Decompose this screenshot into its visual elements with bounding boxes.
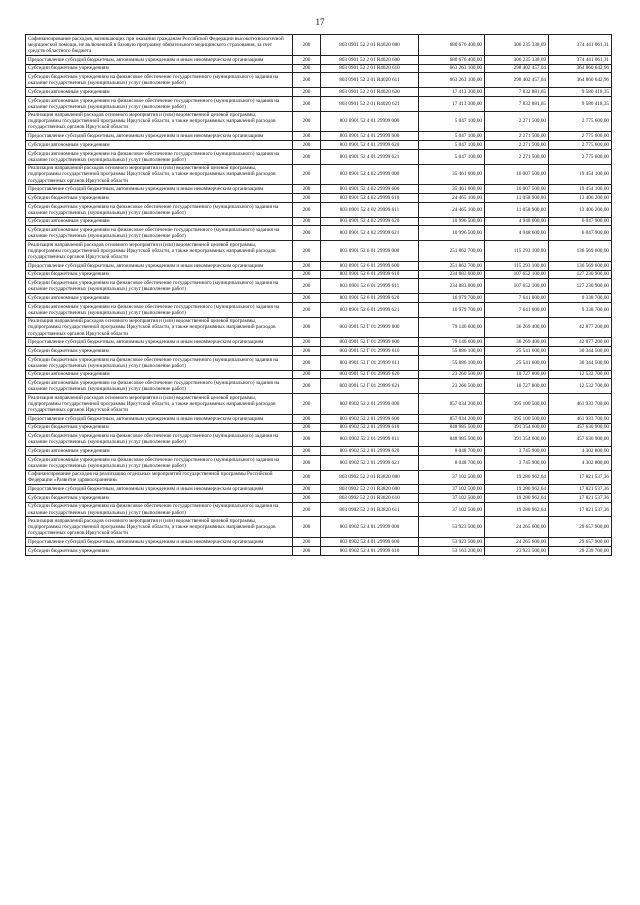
table-row — [26, 96, 612, 111]
row-kvr-code: 200 — [293, 447, 321, 456]
row-description: Софинансирование расходов на реализацию отдельных мероприятий государственной программы Российской Федерации «Развитие здравоохранения» — [26, 470, 293, 485]
row-kvr-code: 200 — [293, 502, 321, 517]
row-executed-amount: 298 402 457,04 — [485, 64, 549, 73]
row-kvr-code: 200 — [293, 423, 321, 432]
table-row — [26, 414, 612, 423]
row-remaining-amount: 4 302 800,00 — [549, 447, 612, 456]
row-budget-code: 803 0901 52 4 02 29999 000 — [321, 164, 419, 185]
row-executed-amount: 395 100 500,00 — [485, 394, 549, 415]
table-row — [26, 302, 612, 317]
row-executed-amount: 395 100 500,00 — [485, 414, 549, 423]
row-description: Софинансирование расходов, возникающих при оказании гражданам Российской Федерации высокотехнологичной медицинской помощи, не включенной в базовую программу обязательного медицинского страхования, за счет средств областного бюджета — [26, 35, 293, 56]
table-row — [26, 432, 612, 447]
row-kvr-code: 200 — [293, 226, 321, 241]
table-row — [26, 279, 612, 294]
row-remaining-amount: 42 877 200,00 — [549, 338, 612, 347]
table-row — [26, 73, 612, 88]
row-budget-code: 803 0901 52 4 01 29999 600 — [321, 132, 419, 141]
table-row — [26, 111, 612, 132]
budget-table-body — [26, 35, 612, 556]
row-kvr-code: 200 — [293, 547, 321, 556]
row-description: Реализация направлений расходов основного мероприятия и (или) ведомственной целевой программы, подпрограммы государственной программы Иркутской области, а также непрограммных направлений расходов государственных органов Иркутской области — [26, 394, 293, 415]
row-remaining-amount: 2 775 600,00 — [549, 132, 612, 141]
row-description: Субсидии бюджетным учреждениям — [26, 347, 293, 356]
row-plan-amount: 35 461 000,00 — [419, 164, 485, 185]
row-description: Субсидии бюджетным учреждениям на финансовое обеспечение государственного (муниципального) задания на оказание государственных (муниципальных) услуг (выполнение работ) — [26, 73, 293, 88]
row-budget-code: 803 0902 52 2 01 29999 000 — [321, 394, 419, 415]
row-budget-code: 803 0901 52 4 02 29999 611 — [321, 202, 419, 217]
row-description: Субсидии автономным учреждениям — [26, 88, 293, 97]
row-remaining-amount: 29 657 900,00 — [549, 517, 612, 538]
row-executed-amount: 16 007 500,00 — [485, 185, 549, 194]
row-plan-amount: 37 102 500,00 — [419, 485, 485, 494]
row-executed-amount: 7 832 881,65 — [485, 96, 549, 111]
row-plan-amount: 17 413 300,00 — [419, 96, 485, 111]
row-description: Предоставление субсидий бюджетным, автономным учреждениям и иным некоммерческим организациям — [26, 261, 293, 270]
row-remaining-amount: 9 338 700,00 — [549, 294, 612, 303]
row-plan-amount: 23 260 500,00 — [419, 370, 485, 379]
row-plan-amount: 234 883 000,00 — [419, 279, 485, 294]
row-description: Предоставление субсидий бюджетным, автономным учреждениям и иным некоммерческим организациям — [26, 338, 293, 347]
row-remaining-amount: 9 580 418,35 — [549, 88, 612, 97]
table-row — [26, 149, 612, 164]
row-plan-amount: 857 034 200,00 — [419, 414, 485, 423]
table-row — [26, 261, 612, 270]
row-executed-amount: 25 541 600,00 — [485, 355, 549, 370]
row-executed-amount: 2 271 500,00 — [485, 132, 549, 141]
row-budget-code: 803 0902 52 2 01 29999 610 — [321, 423, 419, 432]
table-row — [26, 485, 612, 494]
row-description: Предоставление субсидий бюджетным, автономным учреждениям и иным некоммерческим организациям — [26, 132, 293, 141]
row-budget-code: 803 0902 52 2 01 R3820 611 — [321, 502, 419, 517]
table-row — [26, 194, 612, 203]
row-plan-amount: 251 862 700,00 — [419, 241, 485, 262]
table-row — [26, 455, 612, 470]
row-description: Субсидии бюджетным учреждениям на финансовое обеспечение государственного (муниципального) задания на оказание государственных (муниципальных) услуг (выполнение работ) — [26, 355, 293, 370]
row-kvr-code: 200 — [293, 149, 321, 164]
row-remaining-amount: 364 860 642,96 — [549, 64, 612, 73]
row-plan-amount: 5 047 100,00 — [419, 141, 485, 150]
table-row — [26, 355, 612, 370]
row-remaining-amount: 127 230 900,00 — [549, 279, 612, 294]
row-plan-amount: 16 979 700,00 — [419, 302, 485, 317]
row-executed-amount: 298 402 457,04 — [485, 73, 549, 88]
row-remaining-amount: 30 344 500,00 — [549, 347, 612, 356]
row-kvr-code: 200 — [293, 111, 321, 132]
row-kvr-code: 200 — [293, 164, 321, 185]
row-executed-amount: 2 271 500,00 — [485, 149, 549, 164]
row-executed-amount: 36 269 400,00 — [485, 317, 549, 338]
row-remaining-amount: 2 775 600,00 — [549, 111, 612, 132]
row-description: Субсидии бюджетным учреждениям на финансовое обеспечение государственного (муниципального) задания на оказание государственных (муниципальных) услуг (выполнение работ) — [26, 279, 293, 294]
row-kvr-code: 200 — [293, 370, 321, 379]
row-description: Предоставление субсидий бюджетным, автономным учреждениям и иным некоммерческим организациям — [26, 538, 293, 547]
row-plan-amount: 37 102 500,00 — [419, 502, 485, 517]
row-description: Субсидии автономным учреждениям — [26, 370, 293, 379]
row-budget-code: 803 0901 52 Г 01 29999 621 — [321, 379, 419, 394]
table-row — [26, 517, 612, 538]
row-executed-amount: 19 280 962,64 — [485, 494, 549, 503]
row-plan-amount: 5 047 100,00 — [419, 132, 485, 141]
row-kvr-code: 200 — [293, 294, 321, 303]
row-kvr-code: 200 — [293, 141, 321, 150]
table-row — [26, 470, 612, 485]
row-description: Предоставление субсидий бюджетным, автономным учреждениям и иным некоммерческим организациям — [26, 185, 293, 194]
row-remaining-amount: 364 860 642,96 — [549, 73, 612, 88]
row-executed-amount: 391 354 600,00 — [485, 423, 549, 432]
row-budget-code: 803 0901 52 2 01 R4020 621 — [321, 96, 419, 111]
row-budget-code: 803 0901 52 6 01 29999 610 — [321, 270, 419, 279]
table-row — [26, 394, 612, 415]
row-budget-code: 803 0901 52 4 02 29999 620 — [321, 217, 419, 226]
row-plan-amount: 37 102 500,00 — [419, 494, 485, 503]
row-description: Субсидии бюджетным учреждениям — [26, 194, 293, 203]
row-kvr-code: 200 — [293, 55, 321, 64]
row-description: Предоставление субсидий бюджетным, автономным учреждениям и иным некоммерческим организациям — [26, 485, 293, 494]
row-budget-code: 803 0901 52 6 01 29999 611 — [321, 279, 419, 294]
row-kvr-code: 200 — [293, 194, 321, 203]
row-executed-amount: 4 948 600,00 — [485, 217, 549, 226]
table-row — [26, 447, 612, 456]
row-executed-amount: 306 235 338,69 — [485, 35, 549, 56]
row-kvr-code: 200 — [293, 517, 321, 538]
row-executed-amount: 3 745 900,00 — [485, 447, 549, 456]
table-row — [26, 294, 612, 303]
row-description: Субсидии автономным учреждениям на финансовое обеспечение государственного (муниципального) задания на оказание государственных (муниципальных) услуг (выполнение работ) — [26, 302, 293, 317]
row-executed-amount: 7 641 000,00 — [485, 294, 549, 303]
table-row — [26, 538, 612, 547]
row-description: Субсидии бюджетным учреждениям — [26, 423, 293, 432]
row-executed-amount: 10 727 800,00 — [485, 379, 549, 394]
row-kvr-code: 200 — [293, 279, 321, 294]
row-executed-amount: 19 280 962,64 — [485, 502, 549, 517]
row-plan-amount: 663 263 100,00 — [419, 73, 485, 88]
row-plan-amount: 55 886 100,00 — [419, 355, 485, 370]
row-remaining-amount: 136 569 600,00 — [549, 261, 612, 270]
row-remaining-amount: 461 933 700,00 — [549, 394, 612, 415]
row-budget-code: 803 0901 52 2 01 R4020 610 — [321, 64, 419, 73]
table-row — [26, 347, 612, 356]
row-plan-amount: 680 676 400,00 — [419, 35, 485, 56]
row-remaining-amount: 30 344 500,00 — [549, 355, 612, 370]
row-description: Субсидии автономным учреждениям на финансовое обеспечение государственного (муниципального) задания на оказание государственных (муниципальных) услуг (выполнение работ) — [26, 149, 293, 164]
row-plan-amount: 53 163 200,00 — [419, 547, 485, 556]
row-description: Субсидии бюджетным учреждениям на финансовое обеспечение государственного (муниципального) задания на оказание государственных (муниципальных) услуг (выполнение работ) — [26, 502, 293, 517]
row-kvr-code: 200 — [293, 64, 321, 73]
row-plan-amount: 5 047 100,00 — [419, 149, 485, 164]
row-budget-code: 803 0901 52 4 01 29999 000 — [321, 111, 419, 132]
row-description: Субсидии бюджетным учреждениям на финансовое обеспечение государственного (муниципального) задания на оказание государственных (муниципальных) услуг (выполнение работ) — [26, 202, 293, 217]
row-plan-amount: 17 413 300,00 — [419, 88, 485, 97]
row-kvr-code: 200 — [293, 202, 321, 217]
row-description: Субсидии автономным учреждениям на финансовое обеспечение государственного (муниципального) задания на оказание государственных (муниципальных) услуг (выполнение работ) — [26, 96, 293, 111]
table-row — [26, 338, 612, 347]
row-remaining-amount: 29 657 900,00 — [549, 538, 612, 547]
row-budget-code: 803 0901 52 Г 01 29999 000 — [321, 317, 419, 338]
row-budget-code: 803 0901 52 6 01 29999 621 — [321, 302, 419, 317]
row-description: Субсидии бюджетным учреждениям — [26, 494, 293, 503]
row-remaining-amount: 374 441 061,31 — [549, 55, 612, 64]
table-row — [26, 217, 612, 226]
row-description: Субсидии бюджетным учреждениям — [26, 270, 293, 279]
row-kvr-code: 200 — [293, 432, 321, 447]
row-plan-amount: 79 146 600,00 — [419, 338, 485, 347]
table-row — [26, 241, 612, 262]
row-executed-amount: 11 058 900,00 — [485, 194, 549, 203]
row-budget-code: 803 0901 52 4 02 29999 610 — [321, 194, 419, 203]
table-row — [26, 547, 612, 556]
row-description: Реализация направлений расходов основного мероприятия и (или) ведомственной целевой программы, подпрограммы государственной программы Иркутской области, а также непрограммных направлений расходов государственных органов Иркутской области — [26, 111, 293, 132]
row-remaining-amount: 6 047 900,00 — [549, 217, 612, 226]
row-budget-code: 803 0901 52 Г 01 29999 611 — [321, 355, 419, 370]
row-budget-code: 803 0901 52 2 01 R4020 600 — [321, 55, 419, 64]
row-kvr-code: 200 — [293, 132, 321, 141]
row-plan-amount: 663 263 100,00 — [419, 64, 485, 73]
row-kvr-code: 200 — [293, 261, 321, 270]
row-remaining-amount: 9 338 700,00 — [549, 302, 612, 317]
row-plan-amount: 23 260 500,00 — [419, 379, 485, 394]
row-remaining-amount: 17 821 537,36 — [549, 485, 612, 494]
row-description: Субсидии автономным учреждениям — [26, 217, 293, 226]
row-kvr-code: 200 — [293, 241, 321, 262]
row-budget-code: 803 0902 52 2 01 29999 620 — [321, 447, 419, 456]
row-plan-amount: 10 996 500,00 — [419, 226, 485, 241]
row-remaining-amount: 17 821 537,36 — [549, 470, 612, 485]
row-plan-amount: 8 048 700,00 — [419, 447, 485, 456]
budget-table — [25, 34, 612, 556]
row-executed-amount: 2 271 500,00 — [485, 141, 549, 150]
row-kvr-code: 200 — [293, 338, 321, 347]
row-executed-amount: 24 265 600,00 — [485, 517, 549, 538]
row-executed-amount: 11 058 900,00 — [485, 202, 549, 217]
row-description: Субсидии автономным учреждениям — [26, 447, 293, 456]
row-executed-amount: 7 832 881,65 — [485, 88, 549, 97]
table-row — [26, 185, 612, 194]
row-kvr-code: 200 — [293, 494, 321, 503]
row-description: Реализация направлений расходов основного мероприятия и (или) ведомственной целевой программы, подпрограммы государственной программы Иркутской области, а также непрограммных направлений расходов государственных органов Иркутской области — [26, 164, 293, 185]
row-remaining-amount: 19 454 100,00 — [549, 164, 612, 185]
row-plan-amount: 8 048 700,00 — [419, 455, 485, 470]
table-row — [26, 35, 612, 56]
row-budget-code: 803 0902 52 2 01 R3820 610 — [321, 494, 419, 503]
row-budget-code: 803 0902 52 2 01 R3820 000 — [321, 470, 419, 485]
row-remaining-amount: 13 406 200,00 — [549, 202, 612, 217]
row-kvr-code: 200 — [293, 96, 321, 111]
row-description: Реализация направлений расходов основного мероприятия и (или) ведомственной целевой программы, подпрограммы государственной программы Иркутской области, а также непрограммных направлений расходов государственных органов Иркутской области — [26, 241, 293, 262]
row-kvr-code: 200 — [293, 185, 321, 194]
row-budget-code: 803 0901 52 4 02 29999 621 — [321, 226, 419, 241]
row-remaining-amount: 461 933 700,00 — [549, 414, 612, 423]
row-plan-amount: 37 102 500,00 — [419, 470, 485, 485]
row-description: Субсидии бюджетным учреждениям — [26, 64, 293, 73]
row-budget-code: 803 0901 52 4 01 29999 620 — [321, 141, 419, 150]
row-remaining-amount: 127 230 900,00 — [549, 270, 612, 279]
row-kvr-code: 200 — [293, 394, 321, 415]
row-description: Предоставление субсидий бюджетным, автономным учреждениям и иным некоммерческим организациям — [26, 55, 293, 64]
row-kvr-code: 200 — [293, 455, 321, 470]
row-remaining-amount: 457 630 900,00 — [549, 423, 612, 432]
row-remaining-amount: 2 775 600,00 — [549, 141, 612, 150]
row-remaining-amount: 457 630 900,00 — [549, 432, 612, 447]
row-executed-amount: 24 265 600,00 — [485, 538, 549, 547]
row-description: Реализация направлений расходов основного мероприятия и (или) ведомственной целевой программы, подпрограммы государственной программы Иркутской области, а также непрограммных направлений расходов государственных органов Иркутской области — [26, 317, 293, 338]
row-budget-code: 803 0901 52 6 01 29999 600 — [321, 261, 419, 270]
row-budget-code: 803 0902 52 2 01 R3820 600 — [321, 485, 419, 494]
table-row — [26, 502, 612, 517]
row-description: Субсидии автономным учреждениям на финансовое обеспечение государственного (муниципального) задания на оказание государственных (муниципальных) услуг (выполнение работ) — [26, 455, 293, 470]
row-kvr-code: 200 — [293, 347, 321, 356]
row-kvr-code: 200 — [293, 302, 321, 317]
row-remaining-amount: 6 047 900,00 — [549, 226, 612, 241]
row-plan-amount: 24 465 100,00 — [419, 202, 485, 217]
row-executed-amount: 10 727 800,00 — [485, 370, 549, 379]
row-budget-code: 803 0902 52 4 01 29999 000 — [321, 517, 419, 538]
row-plan-amount: 53 923 500,00 — [419, 517, 485, 538]
row-executed-amount: 25 541 600,00 — [485, 347, 549, 356]
row-description: Субсидии автономным учреждениям — [26, 141, 293, 150]
row-kvr-code: 200 — [293, 355, 321, 370]
row-kvr-code: 200 — [293, 35, 321, 56]
row-plan-amount: 35 461 000,00 — [419, 185, 485, 194]
table-row — [26, 55, 612, 64]
row-kvr-code: 200 — [293, 317, 321, 338]
row-executed-amount: 4 948 600,00 — [485, 226, 549, 241]
row-budget-code: 803 0901 52 6 01 29999 620 — [321, 294, 419, 303]
row-remaining-amount: 17 821 537,36 — [549, 502, 612, 517]
row-budget-code: 803 0901 52 2 01 R4020 000 — [321, 35, 419, 56]
row-executed-amount: 107 652 100,00 — [485, 270, 549, 279]
row-budget-code: 803 0901 52 Г 01 29999 620 — [321, 370, 419, 379]
row-executed-amount: 115 293 100,00 — [485, 241, 549, 262]
table-row — [26, 141, 612, 150]
row-executed-amount: 107 652 100,00 — [485, 279, 549, 294]
row-plan-amount: 680 676 400,00 — [419, 55, 485, 64]
row-executed-amount: 36 269 400,00 — [485, 338, 549, 347]
table-row — [26, 64, 612, 73]
row-plan-amount: 857 034 200,00 — [419, 394, 485, 415]
row-plan-amount: 55 886 100,00 — [419, 347, 485, 356]
table-row — [26, 270, 612, 279]
row-description: Реализация направлений расходов основного мероприятия и (или) ведомственной целевой программы, подпрограммы государственной программы Иркутской области, а также непрограммных направлений расходов государственных органов Иркутской области — [26, 517, 293, 538]
table-row — [26, 202, 612, 217]
row-remaining-amount: 12 532 700,00 — [549, 379, 612, 394]
row-remaining-amount: 29 239 700,00 — [549, 547, 612, 556]
row-remaining-amount: 374 441 061,31 — [549, 35, 612, 56]
row-plan-amount: 251 862 700,00 — [419, 261, 485, 270]
row-plan-amount: 5 047 100,00 — [419, 111, 485, 132]
row-budget-code: 803 0902 52 2 01 29999 611 — [321, 432, 419, 447]
row-executed-amount: 19 280 962,64 — [485, 485, 549, 494]
row-budget-code: 803 0902 52 4 01 29999 600 — [321, 538, 419, 547]
row-executed-amount: 391 354 600,00 — [485, 432, 549, 447]
row-description: Субсидии автономным учреждениям — [26, 294, 293, 303]
row-description: Предоставление субсидий бюджетным, автономным учреждениям и иным некоммерческим организациям — [26, 414, 293, 423]
row-budget-code: 803 0902 52 2 01 29999 621 — [321, 455, 419, 470]
table-row — [26, 88, 612, 97]
row-executed-amount: 16 007 500,00 — [485, 164, 549, 185]
row-executed-amount: 115 293 100,00 — [485, 261, 549, 270]
row-budget-code: 803 0902 52 2 01 29999 600 — [321, 414, 419, 423]
row-kvr-code: 200 — [293, 270, 321, 279]
row-budget-code: 803 0901 52 4 01 29999 621 — [321, 149, 419, 164]
table-row — [26, 132, 612, 141]
page-number: 17 — [315, 17, 325, 27]
row-kvr-code: 200 — [293, 88, 321, 97]
row-remaining-amount: 13 406 200,00 — [549, 194, 612, 203]
row-executed-amount: 2 271 500,00 — [485, 111, 549, 132]
row-plan-amount: 53 923 500,00 — [419, 538, 485, 547]
row-kvr-code: 200 — [293, 217, 321, 226]
row-executed-amount: 7 641 000,00 — [485, 302, 549, 317]
row-executed-amount: 19 280 962,64 — [485, 470, 549, 485]
row-remaining-amount: 4 302 800,00 — [549, 455, 612, 470]
table-row — [26, 226, 612, 241]
table-row — [26, 164, 612, 185]
row-plan-amount: 16 979 700,00 — [419, 294, 485, 303]
table-row — [26, 494, 612, 503]
table-row — [26, 370, 612, 379]
row-kvr-code: 200 — [293, 379, 321, 394]
row-plan-amount: 848 985 500,00 — [419, 423, 485, 432]
row-remaining-amount: 136 569 600,00 — [549, 241, 612, 262]
row-remaining-amount: 17 821 537,36 — [549, 494, 612, 503]
row-kvr-code: 200 — [293, 538, 321, 547]
table-row — [26, 379, 612, 394]
row-description: Субсидии автономным учреждениям на финансовое обеспечение государственного (муниципального) задания на оказание государственных (муниципальных) услуг (выполнение работ) — [26, 379, 293, 394]
row-plan-amount: 24 465 100,00 — [419, 194, 485, 203]
row-budget-code: 803 0901 52 Г 01 29999 610 — [321, 347, 419, 356]
row-budget-code: 803 0902 52 4 01 29999 610 — [321, 547, 419, 556]
row-kvr-code: 200 — [293, 414, 321, 423]
row-plan-amount: 10 996 500,00 — [419, 217, 485, 226]
row-remaining-amount: 9 580 418,35 — [549, 96, 612, 111]
row-description: Субсидии бюджетным учреждениям — [26, 547, 293, 556]
row-executed-amount: 23 923 500,00 — [485, 547, 549, 556]
row-executed-amount: 306 235 338,69 — [485, 55, 549, 64]
row-remaining-amount: 19 454 100,00 — [549, 185, 612, 194]
row-description: Субсидии автономным учреждениям на финансовое обеспечение государственного (муниципального) задания на оказание государственных (муниципальных) услуг (выполнение работ) — [26, 226, 293, 241]
row-plan-amount: 234 883 000,00 — [419, 270, 485, 279]
row-executed-amount: 3 745 900,00 — [485, 455, 549, 470]
table-row — [26, 423, 612, 432]
row-plan-amount: 79 146 600,00 — [419, 317, 485, 338]
row-budget-code: 803 0901 52 2 01 R4020 620 — [321, 88, 419, 97]
table-row — [26, 317, 612, 338]
row-kvr-code: 200 — [293, 470, 321, 485]
row-budget-code: 803 0901 52 2 01 R4020 611 — [321, 73, 419, 88]
row-budget-code: 803 0901 52 6 01 29999 000 — [321, 241, 419, 262]
row-remaining-amount: 2 775 600,00 — [549, 149, 612, 164]
row-remaining-amount: 12 532 700,00 — [549, 370, 612, 379]
row-description: Субсидии бюджетным учреждениям на финансовое обеспечение государственного (муниципального) задания на оказание государственных (муниципальных) услуг (выполнение работ) — [26, 432, 293, 447]
row-kvr-code: 200 — [293, 73, 321, 88]
row-budget-code: 803 0901 52 4 02 29999 600 — [321, 185, 419, 194]
row-remaining-amount: 42 877 200,00 — [549, 317, 612, 338]
row-plan-amount: 848 985 500,00 — [419, 432, 485, 447]
row-kvr-code: 200 — [293, 485, 321, 494]
row-budget-code: 803 0901 52 Г 01 29999 600 — [321, 338, 419, 347]
